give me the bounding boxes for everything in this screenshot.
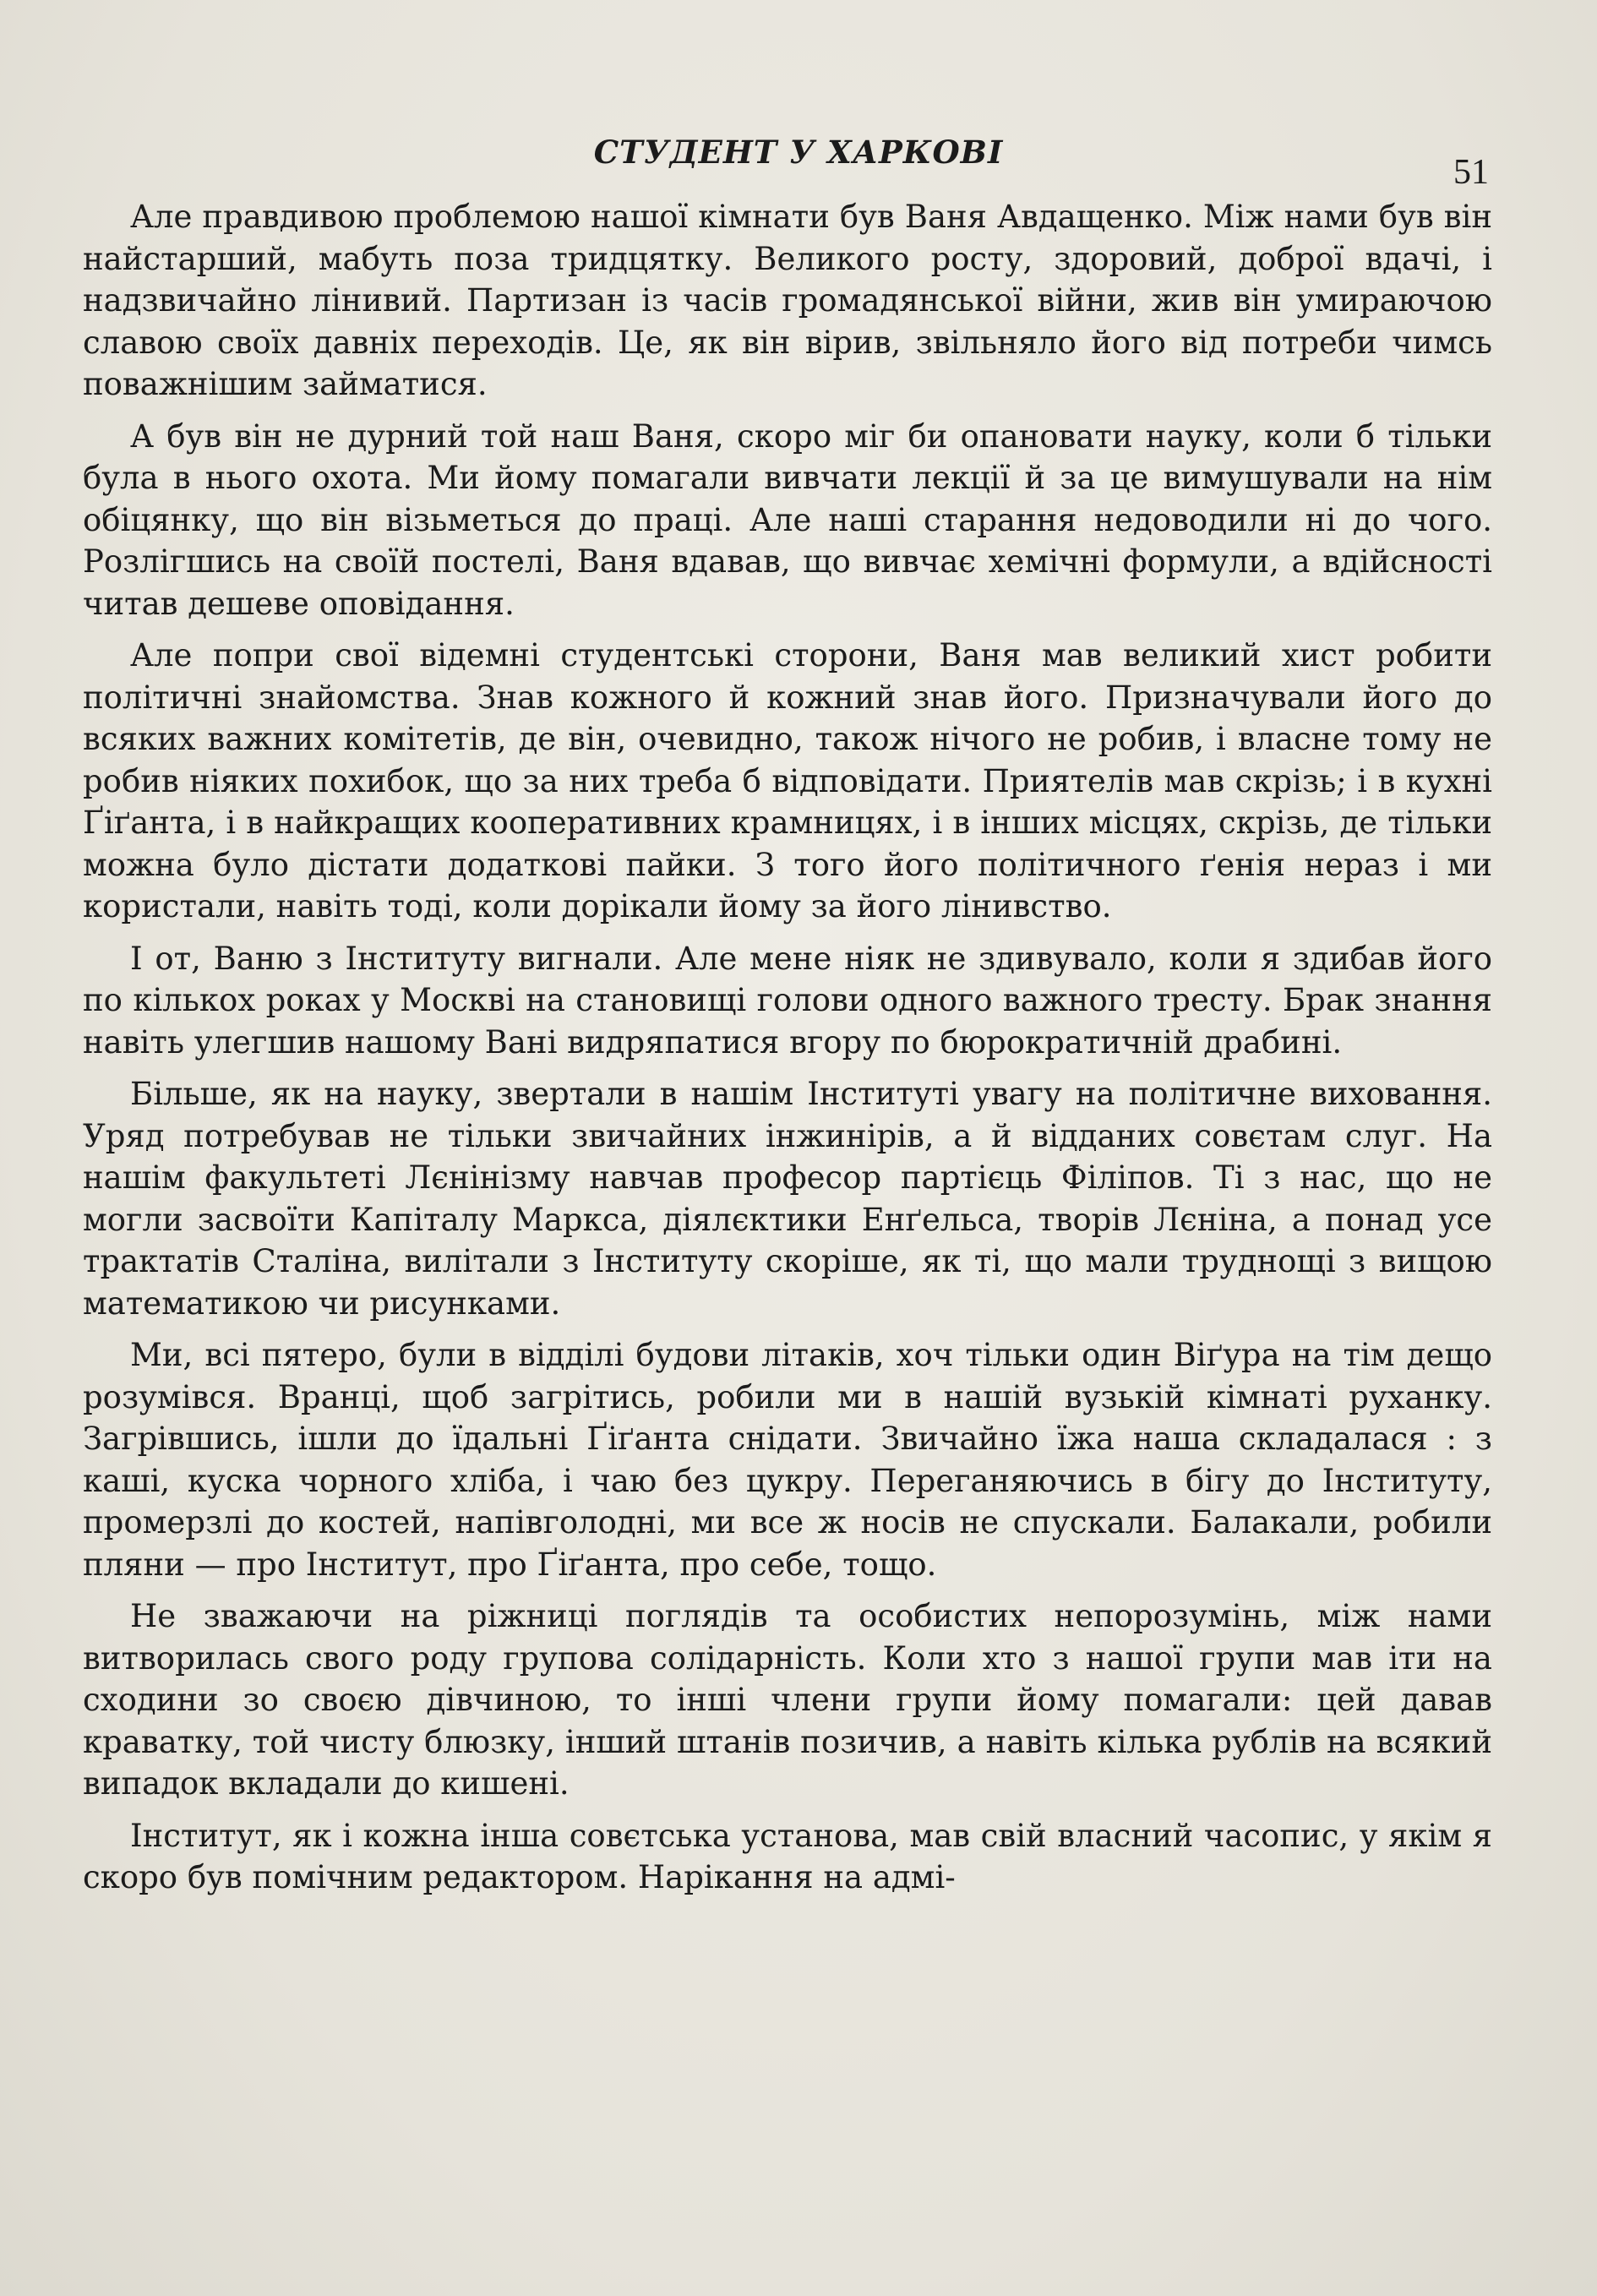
paragraph: Більше, як на науку, звертали в нашім Інституті увагу на політичне виховання. Уряд потребував не тільки звичайних інжинірів, а й відданих совєтам слуг. На нашім факультеті Лєнінізму навчав професор партієць Філіпов. Ті з нас, що не могли засвоїти Капіталу Маркса, діялєктики Енґельса, творів Лєніна, а понад усе трактатів Сталіна, вилітали з Інституту скоріше, як ті, що мали труднощі з вищою математикою чи рисунками. (83, 1076, 1492, 1322)
paragraph: І от, Ваню з Інституту вигнали. Але мене ніяк не здивувало, коли я здибав його по кількох роках у Москві на становищі голови одного важного тресту. Брак знання навіть улегшив нашому Вані видряпатися вгору по бюрократичній драбині. (83, 940, 1492, 1061)
paragraph: А був він не дурний той наш Ваня, скоро міг би опановати науку, коли б тільки була в нього охота. Ми йому помагали вивчати лекції й за це вимушували на нім обіцянку, що він візьметься до праці. Але наші старання недоводили ні до чого. Розлігшись на своїй постелі, Ваня вдавав, що вивчає хемічні формули, а вдійсності читав дешеве оповідання. (83, 417, 1492, 622)
paragraph: Ми, всі пятеро, були в відділі будови літаків, хоч тільки один Віґура на тім дещо розумівся. Вранці, щоб загрітись, робили ми в нашій вузькій кімнаті руханку. Загрівшись, ішли до їдальні Ґіґанта снідати. Звичайно їжа наша складалася : з каші, куска чорного хліба, і чаю без цукру. Переганяючись в бігу до Інституту, промерзлі до костей, напівголодні, ми все ж носів не спускали. Балакали, робили пляни — про Інститут, про Ґіґанта, про себе, тощо. (83, 1337, 1492, 1583)
body-text (83, 196, 1492, 1909)
page-number: 51 (1453, 153, 1489, 192)
paragraph: Але правдивою проблемою нашої кімнати був Ваня Авдащенко. Між нами був він найстарший, мабуть поза тридцятку. Великого росту, здоровий, доброї вдачі, і надзвичайно лінивий. Партизан із часів громадянської війни, жив він умираючою славою своїх давніх переходів. Це, як він вірив, звільняло його від потреби чимсь поважнішим займатися. (83, 199, 1492, 402)
paragraph: Не зважаючи на ріжниці поглядів та особистих непорозумінь, між нами витворилась свого роду групова солідарність. Коли хто з нашої групи мав іти на сходини зо своєю дівчиною, то інші члени групи йому помагали: цей давав краватку, той чисту блюзку, інший штанів позичив, а навіть кілька рублів на всякий випадок вкладали до кишені. (83, 1598, 1492, 1802)
running-title: СТУДЕНТ У ХАРКОВІ (593, 134, 1004, 171)
paragraph: Але попри свої відемні студентські сторони, Ваня мав великий хист робити політичні знайомства. Знав кожного й кожний знав його. Призначували його до всяких важних комітетів, де він, очевидно, також нічого не робив, і власне тому не робив ніяких похибок, що за них треба б відповідати. Приятелів мав скрізь; і в кухні Ґіґанта, і в найкращих кооперативних крамницях, і в інших місцях, скрізь, де тільки можна було дістати додаткові пайки. З того його політичного ґенія нераз і ми користали, навіть тоді, коли дорікали йому за його лінивство. (83, 637, 1492, 924)
paragraph: Інститут, як і кожна інша совєтська установа, мав свій власний часопис, у якім я скоро був помічним редактором. Нарікання на адмі- (83, 1817, 1492, 1895)
